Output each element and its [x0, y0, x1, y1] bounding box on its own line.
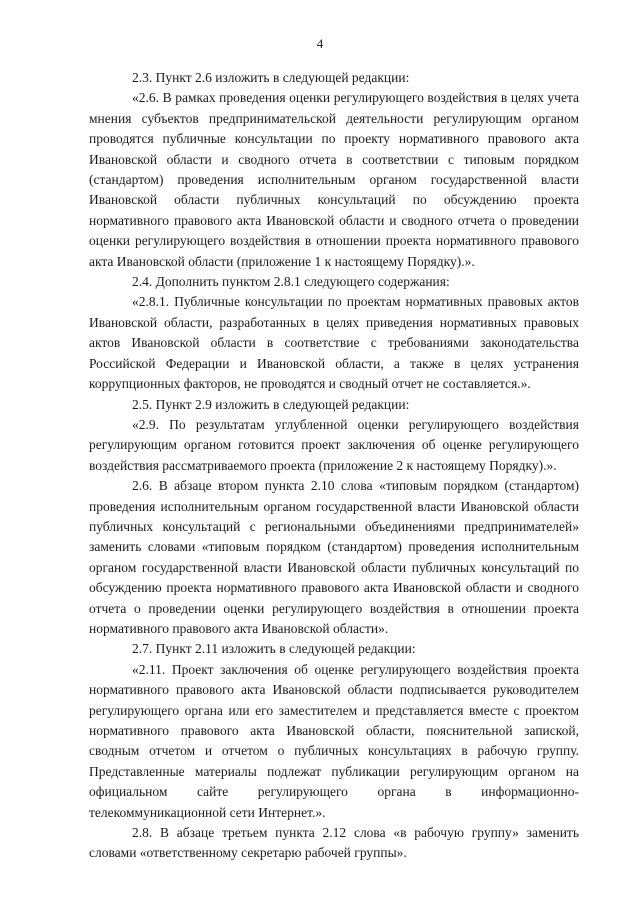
- paragraph-2-9-text: «2.9. По результатам углубленной оценки регулирующего воздействия регулирующим органом готовится проект заключения об оценке регулирующего воздействия рассматриваемого проекта (приложение 2 к настоящему Порядку).».: [89, 416, 579, 473]
- paragraph-2-4: 2.4. Дополнить пунктом 2.8.1 следующего содержания:: [132, 274, 450, 290]
- paragraph-2-11-text: «2.11. Проект заключения об оценке регулирующего воздействия проекта нормативного правового акта Ивановской области подписывается руководителем регулирующего органа или его заместителем и представляется вместе с проектом нормативного правового акта Ивановской области, пояснительной запиской, сводным отчетом и отчетом о публичных консультациях в рабочую группу. Представленные материалы подлежат публикации регулирующим органом на официальном сайте регулирующего органа в информационно-телекоммуникационной сети Интернет.».: [89, 661, 579, 820]
- page-number: 4: [316, 36, 324, 51]
- paragraph-2-6: 2.6. В абзаце втором пункта 2.10 слова «типовым порядком (стандартом) проведения исполнительным органом государственной власти Ивановской области публичных консультаций с региональными объединениями предпринимателей» заменить словами «типовым порядком (стандартом) проведения исполнительным органом государственной власти Ивановской области публичных консультаций по обсуждению проекта нормативного правового акта Ивановской области и сводного отчета о проведении оценки регулирующего воздействия в отношении проекта нормативного правового акта Ивановской области».: [89, 478, 579, 636]
- paragraph-2-7: 2.7. Пункт 2.11 изложить в следующей редакции:: [132, 641, 416, 657]
- paragraph-2-3: 2.3. Пункт 2.6 изложить в следующей редакции:: [132, 70, 410, 85]
- paragraph-2-5: 2.5. Пункт 2.9 изложить в следующей редакции:: [132, 396, 410, 412]
- paragraph-2-6-text: «2.6. В рамках проведения оценки регулирующего воздействия в целях учета мнения субъектов предпринимательской деятельности регулирующим органом проводятся публичные консультации по проекту нормативного правового акта Ивановской области и сводного отчета в соответствии с типовым порядком (стандартом) проведения исполнительным органом государственной власти Ивановской области публичных консультаций по обсуждению проекта нормативного правового акта Ивановской области и сводного отчета о проведении оценки регулирующего воздействия в отношении проекта нормативного правового акта Ивановской области (приложение 1 к настоящему Порядку).».: [89, 90, 579, 269]
- paragraph-2-8: 2.8. В абзаце третьем пункта 2.12 слова «в рабочую группу» заменить словами «ответственному секретарю рабочей группы».: [89, 825, 579, 861]
- document-body: [89, 68, 579, 864]
- paragraph-2-8-1-text: «2.8.1. Публичные консультации по проектам нормативных правовых актов Ивановской области, разработанных в целях приведения нормативных правовых актов Ивановской области в соответствие с требованиями законодательства Российской Федерации и Ивановской области, а также в целях устранения коррупционных факторов, не проводятся и сводный отчет не составляется.».: [89, 294, 579, 392]
